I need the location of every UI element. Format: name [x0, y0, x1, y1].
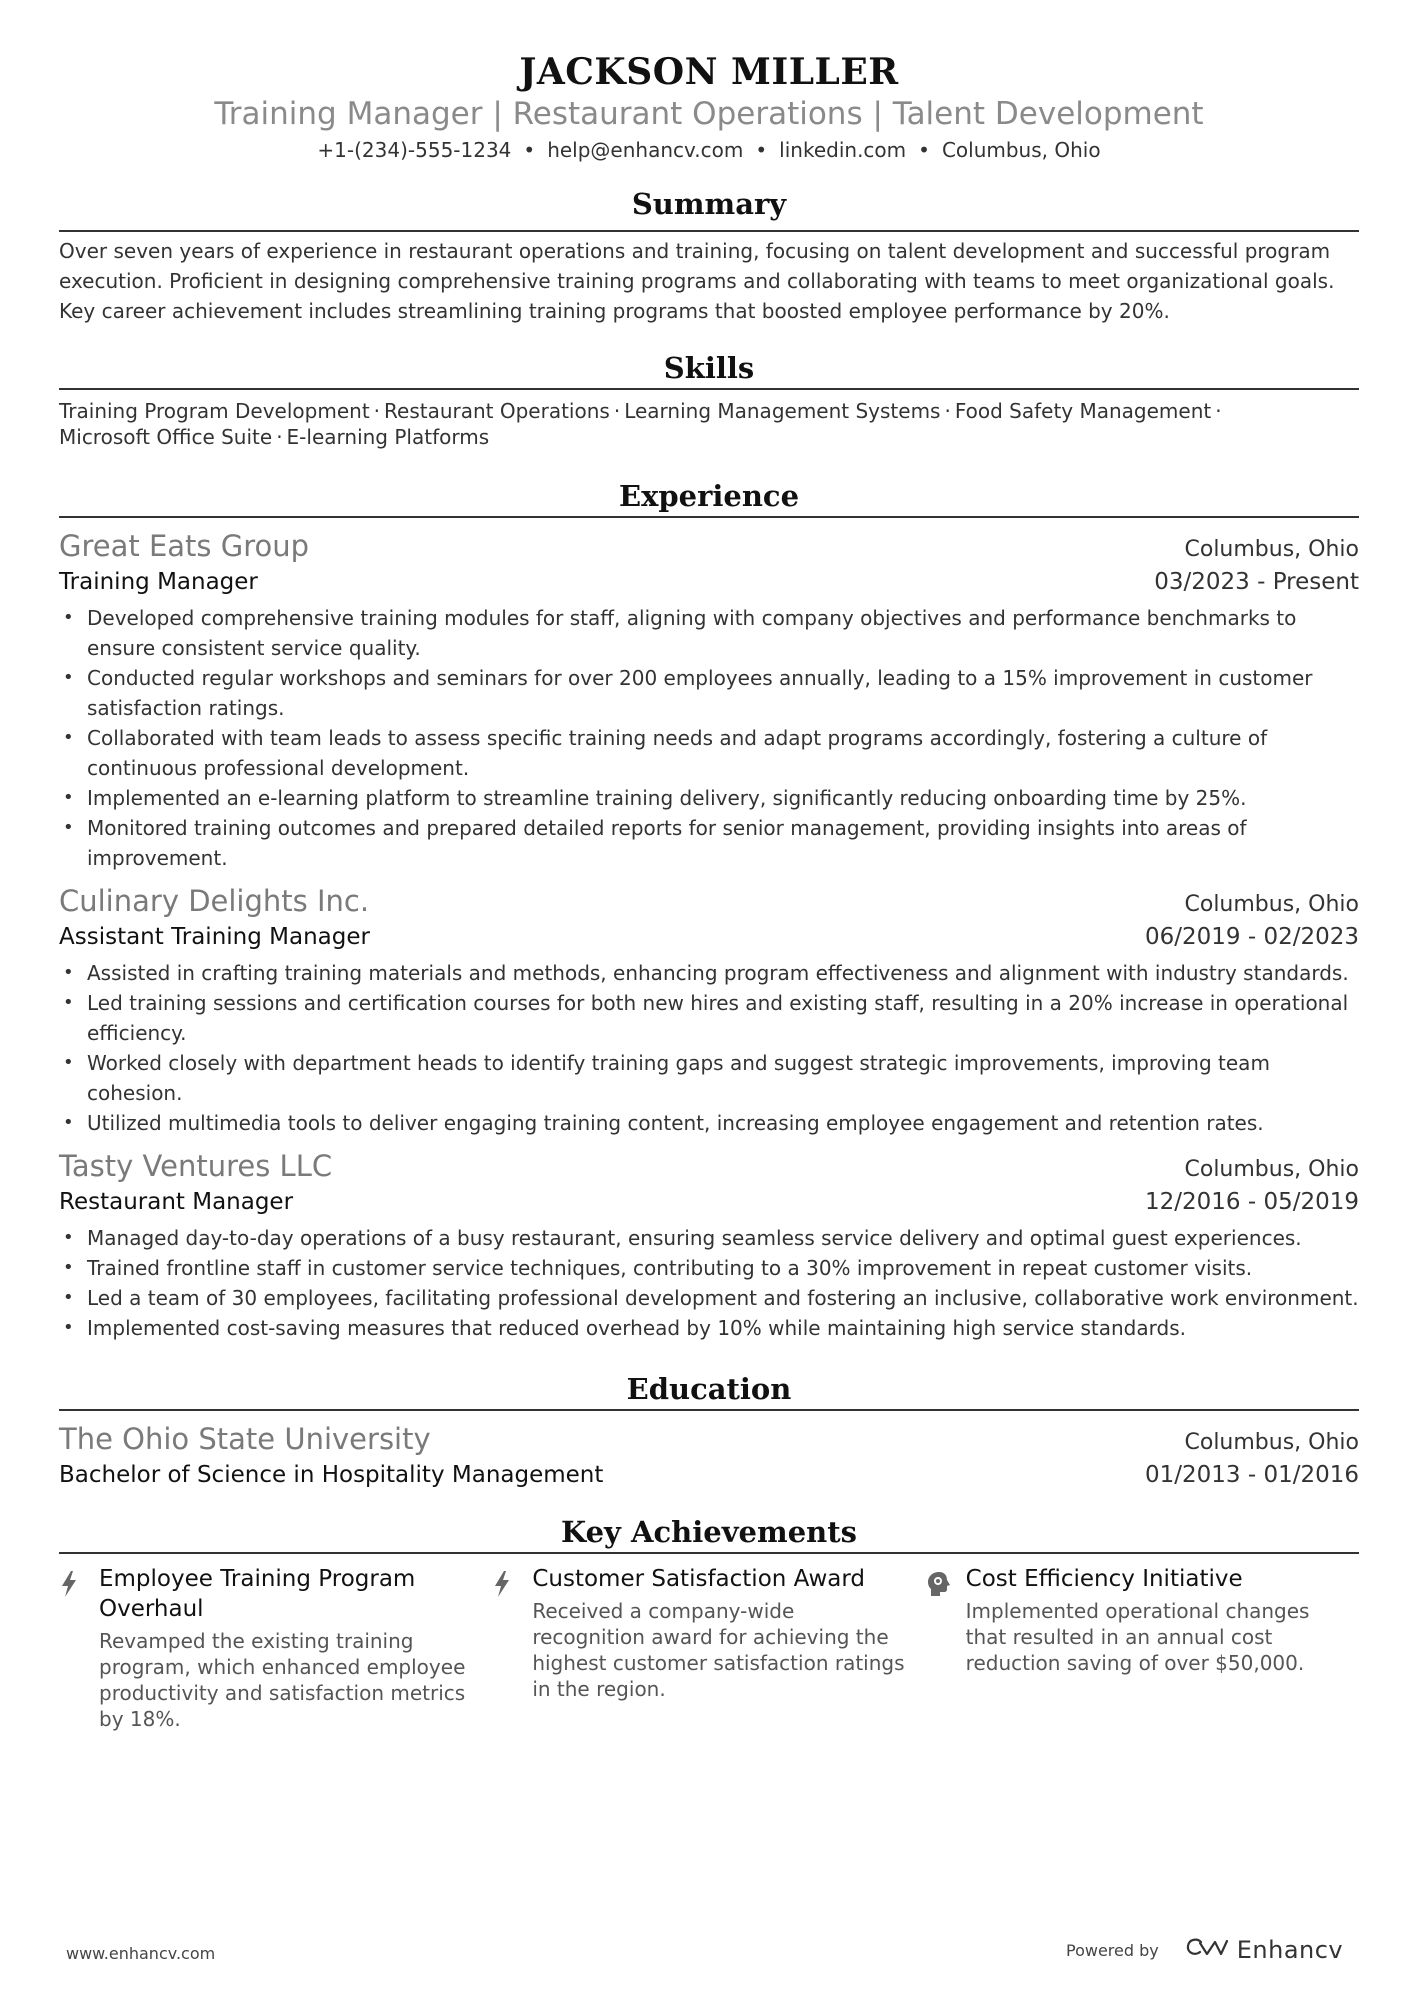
school-name: The Ohio State University [59, 1422, 431, 1456]
job-dates: 03/2023 - Present [1154, 569, 1359, 595]
education-section [59, 1369, 1359, 1492]
contact-line [59, 136, 1359, 164]
skill-item: Microsoft Office Suite [59, 425, 273, 449]
section-title-summary: Summary [631, 187, 787, 221]
skill-separator: · [373, 399, 381, 423]
head-brain-icon [926, 1564, 966, 1732]
job-title: Restaurant Manager [59, 1189, 294, 1215]
bullet-item: • Utilized multimedia tools to deliver engaging training content, increasing employee engagement and retention rates. [59, 1108, 1359, 1138]
achievement-item [59, 1564, 492, 1732]
section-divider [59, 230, 1359, 232]
company-name: Great Eats Group [59, 529, 310, 563]
job-location: Columbus, Ohio [1184, 537, 1359, 562]
school-location: Columbus, Ohio [1184, 1430, 1359, 1455]
separator-dot: • [523, 138, 536, 162]
experience-entry [59, 883, 1359, 1138]
candidate-name: JACKSON MILLER [519, 51, 899, 93]
bullet-item: • Led a team of 30 employees, facilitating professional development and fostering an inclusive, collaborative work environment. [59, 1283, 1359, 1313]
skill-separator: · [276, 425, 283, 449]
brand-name[interactable]: Enhancv [1236, 1936, 1344, 1964]
achievement-title: Customer Satisfaction Award [532, 1566, 866, 1592]
achievements-section [59, 1512, 1359, 1732]
lightning-bolt-icon [59, 1564, 99, 1732]
contact-phone[interactable]: +1-(234)-555-1234 [317, 138, 512, 162]
job-dates: 06/2019 - 02/2023 [1144, 924, 1359, 950]
job-bullets [59, 958, 1359, 1138]
bullet-item: • Implemented an e-learning platform to streamline training delivery, significantly reducing onboarding time by 25%. [59, 783, 1359, 813]
footer-website[interactable]: www.enhancv.com [66, 1944, 216, 1963]
skills-list [59, 398, 1239, 450]
skill-item: Learning Management Systems [624, 399, 941, 423]
section-divider [59, 1409, 1359, 1411]
bullet-item: • Conducted regular workshops and seminars for over 200 employees annually, leading to a 15% improvement in customer satisfaction ratings. [59, 663, 1359, 723]
section-divider [59, 388, 1359, 390]
achievement-description: Revamped the existing training program, which enhanced employee productivity and satisfaction metrics by 18%. [99, 1629, 466, 1731]
education-dates: 01/2013 - 01/2016 [1144, 1462, 1359, 1488]
enhancv-logo-icon [1185, 1937, 1229, 1963]
bullet-item: • Managed day-to-day operations of a busy restaurant, ensuring seamless service delivery and optimal guest experiences. [59, 1223, 1359, 1253]
section-title-experience: Experience [618, 479, 800, 513]
experience-entry [59, 1148, 1359, 1343]
bullet-item: • Implemented cost-saving measures that reduced overhead by 10% while maintaining high service standards. [59, 1313, 1359, 1343]
company-name: Culinary Delights Inc. [59, 884, 370, 918]
experience-entry [59, 528, 1359, 873]
skill-item: E-learning Platforms [286, 425, 490, 449]
skill-separator: · [1215, 399, 1222, 423]
achievement-item [492, 1564, 925, 1732]
job-dates: 12/2016 - 05/2019 [1144, 1189, 1359, 1215]
skill-item: Restaurant Operations [384, 399, 610, 423]
achievement-description: Implemented operational changes that resulted in an annual cost reduction saving of over $50,000. [965, 1599, 1310, 1675]
summary-section [59, 184, 1359, 326]
bullet-item: • Monitored training outcomes and prepared detailed reports for senior management, providing insights into areas of improvement. [59, 813, 1359, 873]
achievement-item [926, 1564, 1359, 1732]
footer-branding [1066, 1936, 1343, 1964]
skill-item: Training Program Development [59, 399, 370, 423]
summary-text: Over seven years of experience in restaurant operations and training, focusing on talent development and successful program execution. Proficient in designing comprehensive training programs and collaborating with teams to meet organizational goals. Key career achievement includes streamlining training programs that boosted employee performance by 20%. [59, 239, 1335, 323]
bullet-item: • Trained frontline staff in customer service techniques, contributing to a 30% improvement in repeat customer visits. [59, 1253, 1359, 1283]
degree-name: Bachelor of Science in Hospitality Management [59, 1462, 604, 1488]
company-name: Tasty Ventures LLC [59, 1149, 333, 1183]
bullet-item: • Developed comprehensive training modules for staff, aligning with company objectives and performance benchmarks to ensure consistent service quality. [59, 603, 1359, 663]
section-title-education: Education [626, 1372, 792, 1406]
achievements-grid [59, 1564, 1359, 1732]
section-divider [59, 516, 1359, 518]
candidate-headline: Training Manager | Restaurant Operations | Talent Development [214, 96, 1204, 132]
resume-page [59, 0, 1359, 1732]
lightning-bolt-icon [492, 1564, 532, 1732]
contact-linkedin[interactable]: linkedin.com [779, 138, 907, 162]
skill-item: Food Safety Management [954, 399, 1212, 423]
bullet-item: • Led training sessions and certification courses for both new hires and existing staff, resulting in a 20% increase in operational efficiency. [59, 988, 1359, 1048]
powered-by-label: Powered by [1066, 1940, 1159, 1960]
skill-separator: · [944, 399, 951, 423]
job-title: Training Manager [59, 569, 258, 595]
contact-location: Columbus, Ohio [941, 138, 1101, 162]
job-location: Columbus, Ohio [1184, 1157, 1359, 1182]
resume-header [59, 50, 1359, 164]
separator-dot: • [918, 138, 930, 162]
education-entry [59, 1421, 1359, 1492]
experience-section [59, 476, 1359, 1343]
separator-dot: • [755, 138, 768, 162]
job-bullets [59, 1223, 1359, 1343]
skill-separator: · [613, 399, 621, 423]
section-title-skills: Skills [663, 351, 755, 385]
bullet-item: • Collaborated with team leads to assess specific training needs and adapt programs accordingly, fostering a culture of continuous professional development. [59, 723, 1359, 783]
contact-email[interactable]: help@enhancv.com [547, 138, 744, 162]
job-bullets [59, 603, 1359, 873]
job-location: Columbus, Ohio [1184, 892, 1359, 917]
achievement-title: Cost Efficiency Initiative [965, 1566, 1243, 1592]
achievement-title: Employee Training Program Overhaul [99, 1566, 416, 1622]
job-title: Assistant Training Manager [59, 924, 370, 950]
bullet-item: • Assisted in crafting training materials and methods, enhancing program effectiveness and alignment with industry standards. [59, 958, 1359, 988]
section-title-achievements: Key Achievements [561, 1515, 857, 1549]
skills-section [59, 348, 1359, 450]
bullet-item: • Worked closely with department heads to identify training gaps and suggest strategic improvements, improving team cohesion. [59, 1048, 1359, 1108]
achievement-description: Received a company-wide recognition award for achieving the highest customer satisfaction ratings in the region. [532, 1599, 905, 1701]
section-divider [59, 1552, 1359, 1554]
